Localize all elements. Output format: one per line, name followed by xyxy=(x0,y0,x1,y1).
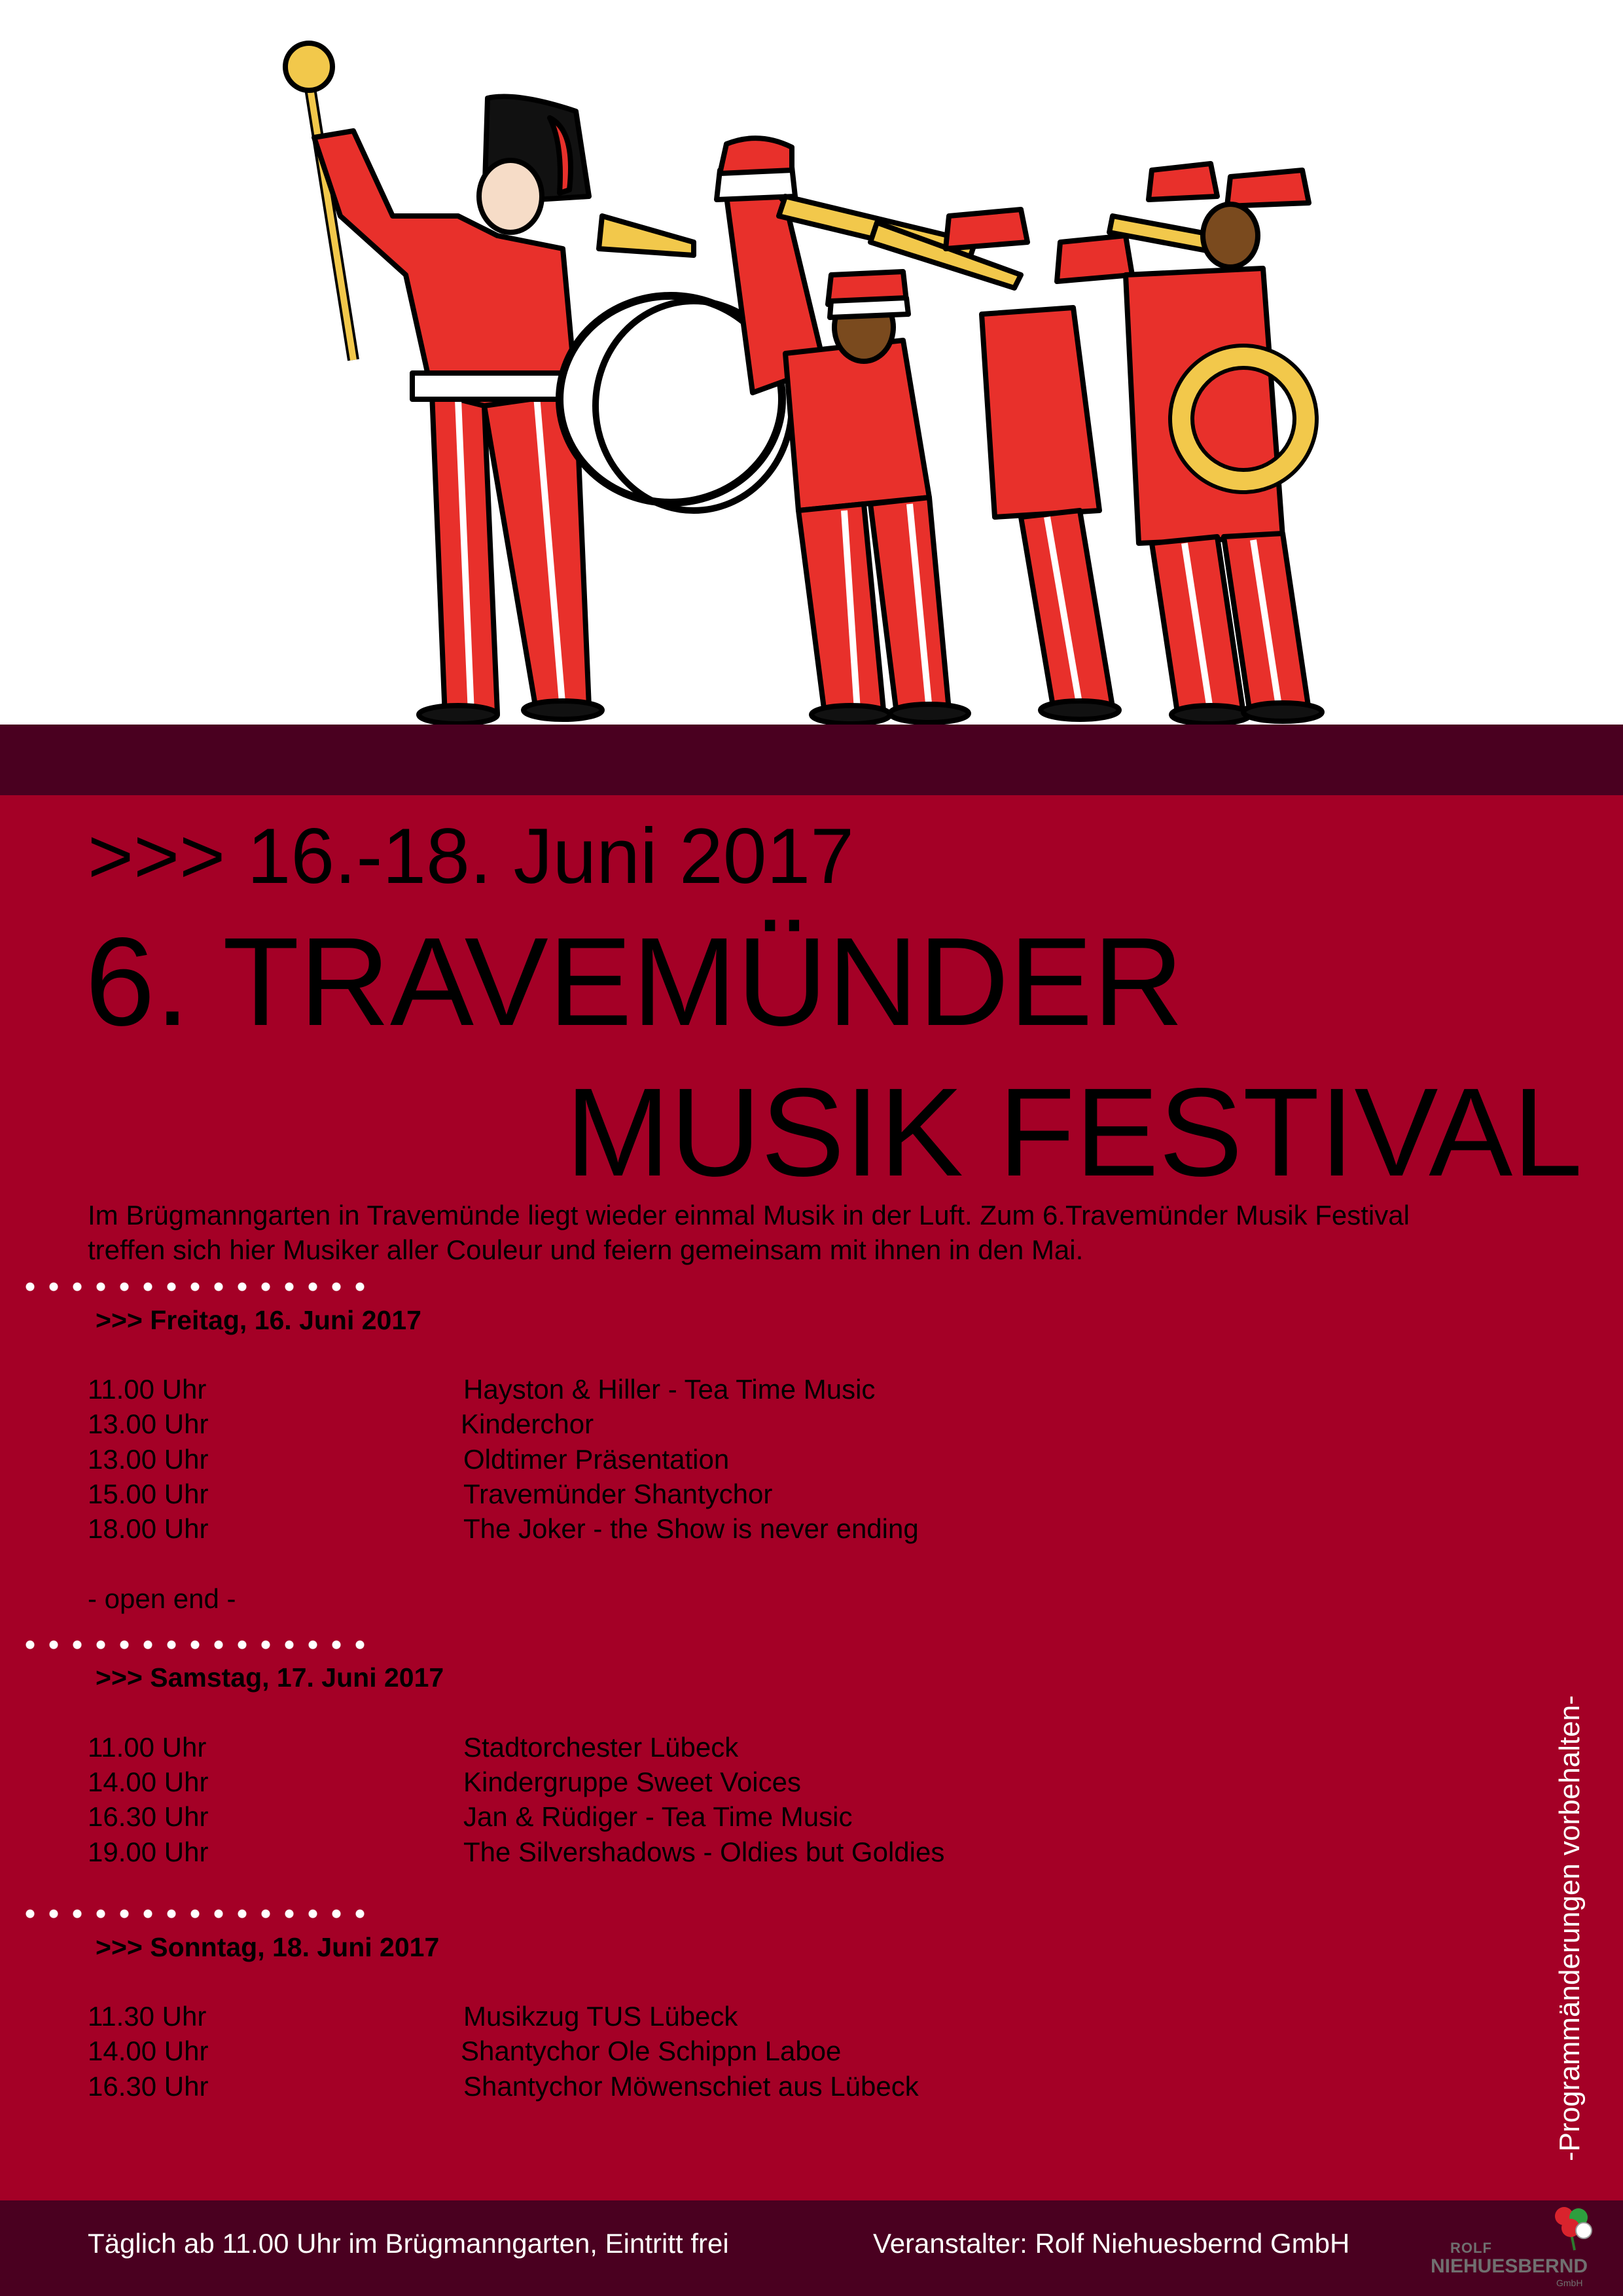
schedule-time: 11.00 Uhr xyxy=(88,1732,207,1763)
organizer-logo xyxy=(1427,2198,1610,2289)
footer-organizer: Veranstalter: Rolf Niehuesbernd GmbH xyxy=(873,2228,1350,2259)
schedule-act: Kindergruppe Sweet Voices xyxy=(463,1767,801,1797)
schedule-act: Travemünder Shantychor xyxy=(463,1479,773,1509)
open-end-note: - open end - xyxy=(88,1583,236,1614)
schedule-time: 16.30 Uhr xyxy=(88,2071,209,2102)
schedule-time: 13.00 Uhr xyxy=(88,1444,209,1475)
schedule-time: 14.00 Uhr xyxy=(88,1767,209,1797)
schedule-act: The Silvershadows - Oldies but Goldies xyxy=(463,1837,945,1867)
logo-text-niehuesbernd: NIEHUESBERND xyxy=(1431,2255,1588,2277)
schedule-act: Jan & Rüdiger - Tea Time Music xyxy=(463,1801,853,1832)
schedule-act: Shantychor Ole Schippn Laboe xyxy=(461,2036,842,2066)
title-line-1: 6. TRAVEMÜNDER xyxy=(85,911,1184,1052)
intro-text xyxy=(88,1198,1410,1267)
dotted-divider xyxy=(18,1640,372,1649)
schedule-time: 16.30 Uhr xyxy=(88,1801,209,1832)
schedule-act: Oldtimer Präsentation xyxy=(463,1444,730,1475)
day-heading-friday: >>> Freitag, 16. Juni 2017 xyxy=(96,1305,421,1335)
schedule-time: 15.00 Uhr xyxy=(88,1479,209,1509)
schedule-time: 11.00 Uhr xyxy=(88,1374,207,1405)
dotted-divider xyxy=(18,1909,372,1918)
schedule-act: Stadtorchester Lübeck xyxy=(463,1732,739,1763)
hero-illustration xyxy=(0,0,1623,725)
logo-text-gmbh: GmbH xyxy=(1556,2278,1583,2288)
top-band xyxy=(0,725,1623,795)
schedule-time: 19.00 Uhr xyxy=(88,1837,209,1867)
schedule-time: 14.00 Uhr xyxy=(88,2036,209,2066)
footer-daily-info: Täglich ab 11.00 Uhr im Brügmanngarten, Eintritt frei xyxy=(88,2228,729,2259)
schedule-act: Shantychor Möwenschiet aus Lübeck xyxy=(463,2071,919,2102)
dotted-divider xyxy=(18,1282,372,1291)
schedule-time: 13.00 Uhr xyxy=(88,1408,209,1439)
schedule-time: 18.00 Uhr xyxy=(88,1513,209,1544)
schedule-act: Kinderchor xyxy=(461,1408,594,1439)
logo-text-rolf: ROLF xyxy=(1450,2240,1492,2256)
day-heading-sunday: >>> Sonntag, 18. Juni 2017 xyxy=(96,1932,440,1962)
program-change-text: -Programmänderungen vorbehalten- xyxy=(1554,1695,1586,2161)
schedule-act: Hayston & Hiller - Tea Time Music xyxy=(463,1374,876,1405)
day-heading-saturday: >>> Samstag, 17. Juni 2017 xyxy=(96,1662,444,1693)
event-date: >>> 16.-18. Juni 2017 xyxy=(88,812,854,900)
schedule-act: The Joker - the Show is never ending xyxy=(463,1513,919,1544)
marching-band-illustration xyxy=(0,0,1623,725)
title-line-2: MUSIK FESTIVAL xyxy=(565,1062,1583,1202)
intro-line-1: Im Brügmanngarten in Travemünde liegt wieder einmal Musik in der Luft. Zum 6.Travemünder Musik Festival xyxy=(88,1200,1410,1230)
schedule-time: 11.30 Uhr xyxy=(88,2001,207,2032)
intro-line-2: treffen sich hier Musiker aller Couleur und feiern gemeinsam mit ihnen in den Mai. xyxy=(88,1234,1084,1265)
schedule-act: Musikzug TUS Lübeck xyxy=(463,2001,738,2032)
